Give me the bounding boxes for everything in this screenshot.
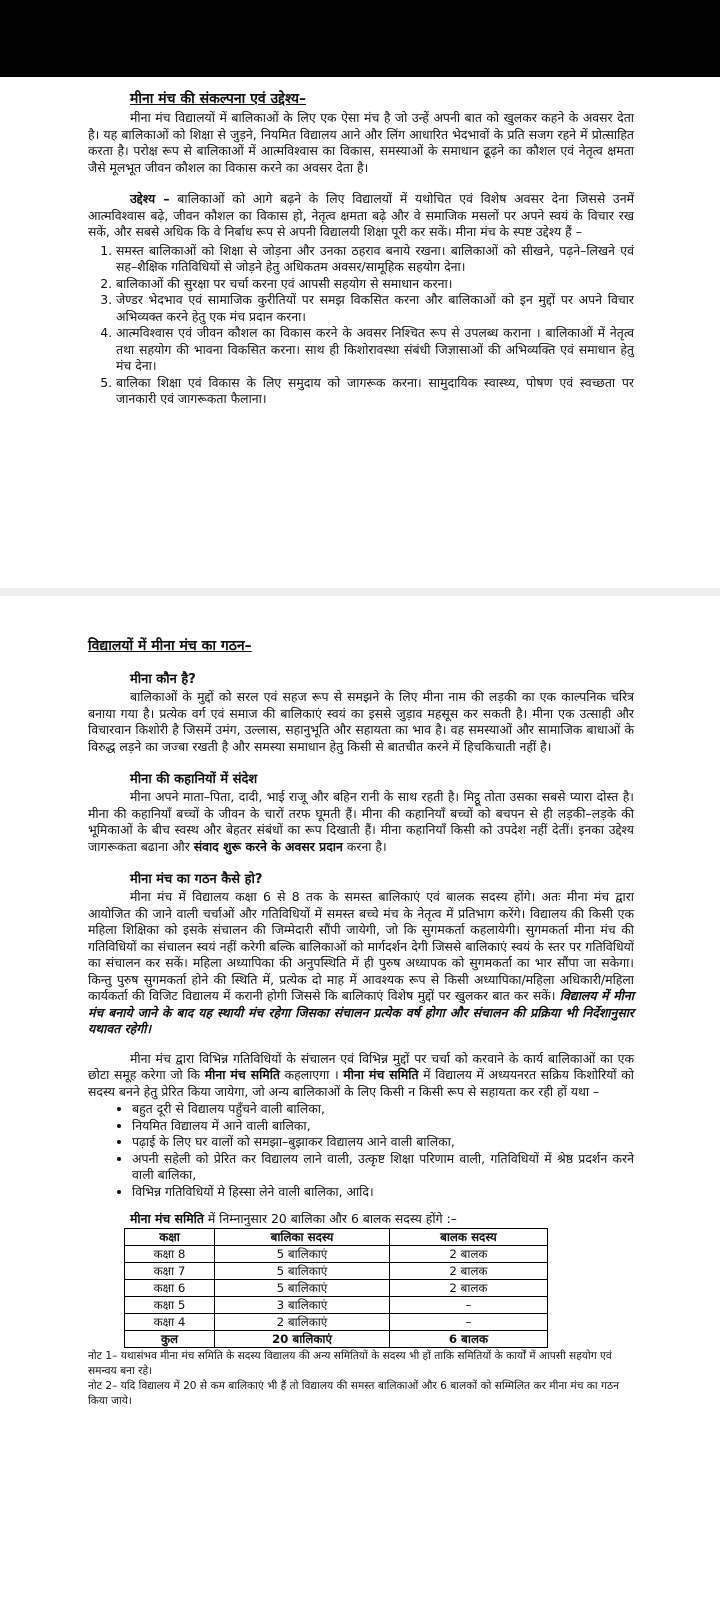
cell-class: कक्षा 6 [125,1280,215,1297]
cell-girls: 5 बालिकाएं [215,1246,390,1263]
table-header-row [125,1229,548,1246]
members-table [124,1228,548,1348]
document-page-2 [0,596,720,1612]
samiti-text-1: मीना मंच द्वारा विभिन्न गतिविधियों के संचालन एवं विभिन्न मुद्दों पर चर्चा को करवाने के कार्य बालिकाओं का एक छोटा समूह करेगा जो कि [88,1050,634,1082]
header-girls: बालिका सदस्य [215,1229,390,1246]
cell-girls: 3 बालिकाएं [215,1297,390,1314]
stories-bold-text: संवाद शुरू करने के अवसर प्रदान [193,838,343,854]
who-paragraph: बालिकाओं के मुद्दों को सरल एवं सहज रूप से समझने के लिए मीना नाम की लड़की का एक काल्पनिक चरित्र बनाया गया है। प्रत्येक वर्ग एवं समाज की बालिकाएं स्वयं का इससे जुड़ाव महसूस कर सकती है। मीना एक उत्साही और विचारवान किशोरी है जिसमें उमंग, उल्लास, सहानुभूति और सहायता का भाव है। वह समस्याओं और सामाजिक बाधाओं के विरुद्ध लड़ने का जज्बा रखती है और समस्या समाधान हेतु किसी से बातचीत करने में हिचकिचाती नहीं है। [88,689,634,754]
heading-who-is-meena: मीना कौन है? [130,672,196,687]
table-row [125,1280,548,1297]
objective-paragraph [88,191,634,241]
samiti-paragraph [88,1051,634,1101]
header-boys: बालक सदस्य [389,1229,547,1246]
cell-girls: 2 बालिकाएं [215,1314,390,1331]
stories-text: मीना अपने माता–पिता, दादी, भाई राजू और बहिन रानी के साथ रहती है। मिट्ठू तोता उसका सबसे प्यारा दोस्त है। मीना की कहानियाँ बच्चों के जीवन के चारों तरफ घूमती हैं। मीना की कहानियाँ बच्चों को बचपन से ही लड़की–लड़के की भूमिकाओं के बीच स्वस्थ और बेहतर संबंधों का रूप दिखाती हैं। मीना कहानियाँ किसी को उपदेश नहीं देतीं। इनका उद्देश्य जागरूकता बढाना और [88,789,634,854]
note-2: नोट 2– यदि विद्यालय में 20 से कम बालिकाएं भी हैं तो विद्यालय की समस्त बालिकाओं और 6 बालकों को सम्मिलित कर मीना मंच का गठन किया जाये। [88,1380,620,1407]
stories-end-text: करना है। [342,838,387,854]
cell-girls: 5 बालिकाएं [215,1280,390,1297]
list-item: • बहुत दूरी से विद्यालय पहुँचने वाली बालिका, [132,1101,634,1118]
samiti-text-2: कहलाएगा । [279,1067,344,1082]
objective-label: उद्देश्य – [130,191,170,206]
document-page-1 [0,77,720,588]
cell-boys: – [389,1314,547,1331]
list-item: • नियमित विद्यालय में आने वाली बालिका, [132,1118,634,1135]
heading-stories-message: मीना की कहानियों में संदेश [130,772,258,787]
cell-boys: – [389,1297,547,1314]
list-item: 4. आत्मविश्वास एवं जीवन कौशल का विकास करने के अवसर निश्चित रूप से उपलब्ध कराना । बालिकाओं में नेतृत्व तथा सहयोग की भावना विकसित करना। साथ ही किशोरावस्था संबंधी जिज्ञासाओं की अभिव्यक्ति एवं समाधान हेतु मंच देना। [116,325,634,375]
cell-class: कक्षा 7 [125,1263,215,1280]
objectives-list [88,243,634,408]
table-caption-text: में निम्नानुसार 20 बालिका और 6 बालक सदस्य होंगे :– [203,1211,457,1226]
table-row [125,1314,548,1331]
list-item: 2. बालिकाओं की सुरक्षा पर चर्चा करना एवं आपसी सहयोग से समाधान करना। [116,276,634,293]
table-row [125,1263,548,1280]
note-1: नोट 1– यथासंभव मीना मंच समिति के सदस्य विद्यालय की अन्य समितियों के सदस्य भी हों ताकि समितियों के कार्यों में आपसी सहयोग एवं समन्वय बना रहे। [88,1350,612,1377]
header-class: कक्षा [125,1229,215,1246]
intro-paragraph: मीना मंच विद्यालयों में बालिकाओं के लिए एक ऐसा मंच है जो उन्हें अपनी बात को खुलकर कहने के अवसर देता है। यह बालिकाओं को शिक्षा से जुड़ने, नियमित विद्यालय आने और लिंग आधारित भेदभावों के प्रति सजग रहने में प्रोत्साहित करता है। परोक्ष रूप से बालिकाओं में आत्मविश्वास का विकास, समस्याओं के समाधान ढूढ़ने का कौशल एवं नेतृत्व क्षमता जैसे मूलभूत जीवन कौशल का विकास करने का अवसर देता है। [88,110,634,175]
cell-boys: 2 बालक [389,1246,547,1263]
samiti-text-3: में विद्यालय में अध्ययनरत सक्रिय किशोरियों को सदस्य बनने हेतु प्रेरित किया जायेगा, जो अन्य बालिकाओं के लिए किसी न किसी रूप से सहायता कर रही हों यथा – [88,1067,634,1099]
cell-total-boys: 6 बालक [389,1331,547,1348]
samiti-bold-1: मीना मंच समिति [204,1067,280,1082]
formation-paragraph [88,889,634,1038]
cell-boys: 2 बालक [389,1280,547,1297]
cell-total-girls: 20 बालिकाएं [215,1331,390,1348]
cell-total-label: कुल [125,1331,215,1348]
section-title-formation: विद्यालयों में मीना मंच का गठन– [88,638,252,654]
table-row [125,1246,548,1263]
eligibility-list [88,1101,634,1200]
cell-class: कक्षा 4 [125,1314,215,1331]
table-caption [130,1210,634,1227]
cell-class: कक्षा 5 [125,1297,215,1314]
stories-paragraph [88,789,634,855]
table-total-row [125,1331,548,1348]
list-item: • अपनी सहेली को प्रेरित कर विद्यालय लाने वाली, उत्कृष्ट शिक्षा परिणाम वाली, गतिविधियों में श्रेष्ठ प्रदर्शन करने वाली बालिका, [132,1151,634,1184]
list-item: 5. बालिका शिक्षा एवं विकास के लिए समुदाय को जागरूक करना। सामुदायिक स्वास्थ्य, पोषण एवं स्वच्छता पर जानकारी एवं जागरूकता फैलाना। [116,375,634,408]
list-item: • विभिन्न गतिविधियों मे हिस्सा लेने वाली बालिका, आदि। [132,1184,634,1201]
cell-boys: 2 बालक [389,1263,547,1280]
top-bar [0,0,720,77]
objective-text: बालिकाओं को आगे बढ़ने के लिए विद्यालयों में यथोचित एवं विशेष अवसर देना जिससे उनमें आत्मविश्वास बढ़े, जीवन कौशल का विकास हो, नेतृत्व क्षमता बढ़े और वे समाजिक मसलों पर अपने स्वयं के विचार रख सकें, और सबसे अधिक कि वे निर्बाध रूप से अपनी विद्यालयी शिक्षा पूरी कर सकें। मीना मंच के स्पष्ट उद्देश्य हैं – [88,191,634,239]
table-row [125,1297,548,1314]
list-item: 1. समस्त बालिकाओं को शिक्षा से जोड़ना और उनका ठहराव बनाये रखना। बालिकाओं को सीखने, पढ़ने–लिखने एवं सह–शैक्षिक गतिविधियों से जोड़ने हेतु अधिकतम अवसर/सामूहिक सहयोग देना। [116,243,634,276]
table-caption-bold: मीना मंच समिति [130,1211,204,1226]
formation-bold-text: विद्यालय में मीना मंच बनाये जाने के बाद यह स्थायी मंच रहेगा जिसका संचालन प्रत्येक वर्ष होगा और संचालन की प्रक्रिया भी निर्देशानुसार यथावत रहेगी। [88,988,634,1036]
list-item: • पढ़ाई के लिए घर वालों को समझा–बुझाकर विद्यालय आने वाली बालिका, [132,1134,634,1151]
formation-text: मीना मंच में विद्यालय कक्षा 6 से 8 तक के समस्त बालिकाएं एवं बालक सदस्य होंगे। अतः मीना मंच द्वारा आयोजित की जाने वाली चर्चाओं और गतिविधियों में समस्त बच्चे मंच के नेतृत्व में प्रतिभाग करेंगे। विद्यालय की किसी एक महिला शिक्षिका को इसके संचालन की जिम्मेदारी सौंपी जायेगी, जो कि सुगमकर्ता कहलायेगी। सुगमकर्ता मीना मंच की गतिविधियों का संचालन स्वयं नहीं करेगी बल्कि बालिकाओं को मार्गदर्शन देगी जिससे बालिकाएं स्वयं के स्तर पर गतिविधियों का संचालन कर सकें। महिला अध्यापिका की अनुपस्थिति में ही पुरुष अध्यापक को सुगमकर्ता का भार सौंपा जा सकेगा। किन्तु पुरुष सुगमकर्ता होने की स्थिति में, प्रत्येक दो माह में आवश्यक रूप से किसी अध्यापिका/महिला अधिकारी/महिला कार्यकर्ता की विजिट विद्यालय में करानी होगी जिससे कि बालिकाएं विशेष मुद्दों पर खुलकर बात कर सकें। [88,889,634,1003]
heading-formation-how: मीना मंच का गठन कैसे हो? [130,872,263,887]
section-title-concept: मीना मंच की संकल्पना एवं उद्देश्य– [130,91,307,107]
samiti-bold-2: मीना मंच समिति [343,1067,419,1082]
cell-class: कक्षा 8 [125,1246,215,1263]
list-item: 3. जेण्डर भेदभाव एवं सामाजिक कुरीतियों पर समझ विकसित करना और बालिकाओं को इन मुद्दों पर अपने विचार अभिव्यक्त करने हेतु एक मंच प्रदान करना। [116,292,634,325]
cell-girls: 5 बालिकाएं [215,1263,390,1280]
